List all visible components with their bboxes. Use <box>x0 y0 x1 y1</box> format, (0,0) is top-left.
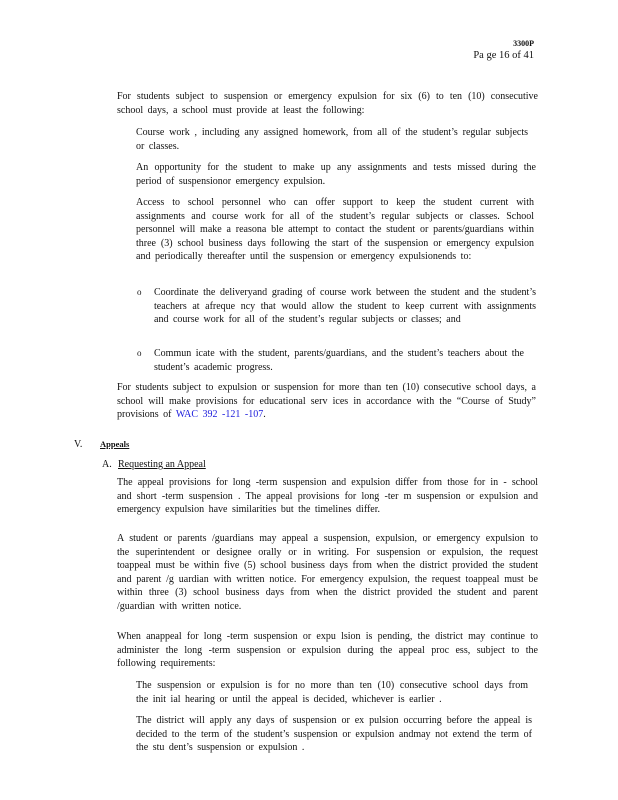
subsection-title: Requesting an Appeal <box>118 459 206 470</box>
wac-link[interactable]: WAC 392 -121 -107 <box>175 409 264 421</box>
bullet-item: An opportunity for the student to make up any assignments and tests missed during the period of suspensionor emergency expulsion. <box>136 162 536 187</box>
subsection-letter: A. <box>102 459 112 470</box>
sub-bullet-item: Commun icate with the student, parents/guardians, and the student’s teachers about the student’s academic progress. <box>154 348 524 373</box>
appeal-paragraph: When anappeal for long -term suspension or expu lsion is pending, the district may continue to administer the long -term suspension or expulsion during the appeal proc ess, subject to the following requirements: <box>117 631 538 670</box>
sub-bullet-item: Coordinate the deliveryand grading of course work between the student and the student’s teachers at afreque ncy that would allow the student to keep current with assignments and course work for all of the student’s regular subjects or classes; and <box>154 287 536 326</box>
bullet-item: Course work , including any assigned homework, from all of the student’s regular subjects or classes. <box>136 127 528 152</box>
expulsion-paragraph: For students subject to expulsion or suspension for more than ten (10) consecutive school days, a school will make provisions for educational serv ices in accordance with the “Course of Study” provisions of WAC 392 -121 -107. <box>117 382 536 421</box>
appeal-paragraph: A student or parents /guardians may appeal a suspension, expulsion, or emergency expulsion to the superintendent or designee orally or in writing. For suspension or expulsion, the request toappeal must be within five (5) school business days from when the district provided the student and parent /g uardian with written notice. For emergency expulsion, the request toappeal must be within three (3) school business days from when the district provided the student and parent /guardian with written notice. <box>117 533 538 612</box>
bullet-item: Access to school personnel who can offer support to keep the student current with assignments and course work for all of the student’s regular subjects or classes. School personnel will make a reasona ble attempt to contact the student or parents/guardians within three (3) school business days following the start of the suspension or emergency expulsion and periodically thereafter until the suspension or emergency expulsionends to: <box>136 197 534 263</box>
bullet-item: The district will apply any days of suspension or ex pulsion occurring before the appeal is decided to the term of the student’s suspension or expulsion andmay not extend the term of the stu dent’s suspension or expulsion . <box>136 715 532 754</box>
sub-bullet-marker: o <box>137 348 142 358</box>
section-title: Appeals <box>100 439 130 449</box>
intro-paragraph: For students subject to suspension or emergency expulsion for six (6) to ten (10) consecutive school days, a school must provide at least the following: <box>117 91 538 116</box>
sub-bullet-marker: o <box>137 287 142 297</box>
bullet-item: The suspension or expulsion is for no more than ten (10) consecutive school days from the init ial hearing or until the appeal is decided, whichever is earlier . <box>136 680 528 705</box>
policy-code: 3300P <box>513 39 534 48</box>
section-number: V. <box>74 439 83 450</box>
page-number: Pa ge 16 of 41 <box>473 50 534 61</box>
appeal-paragraph: The appeal provisions for long -term suspension and expulsion differ from those for in - school and short -term suspension . The appeal provisions for long -ter m suspension or expulsion and emergency expulsion have similarities but the timelines differ. <box>117 477 538 516</box>
